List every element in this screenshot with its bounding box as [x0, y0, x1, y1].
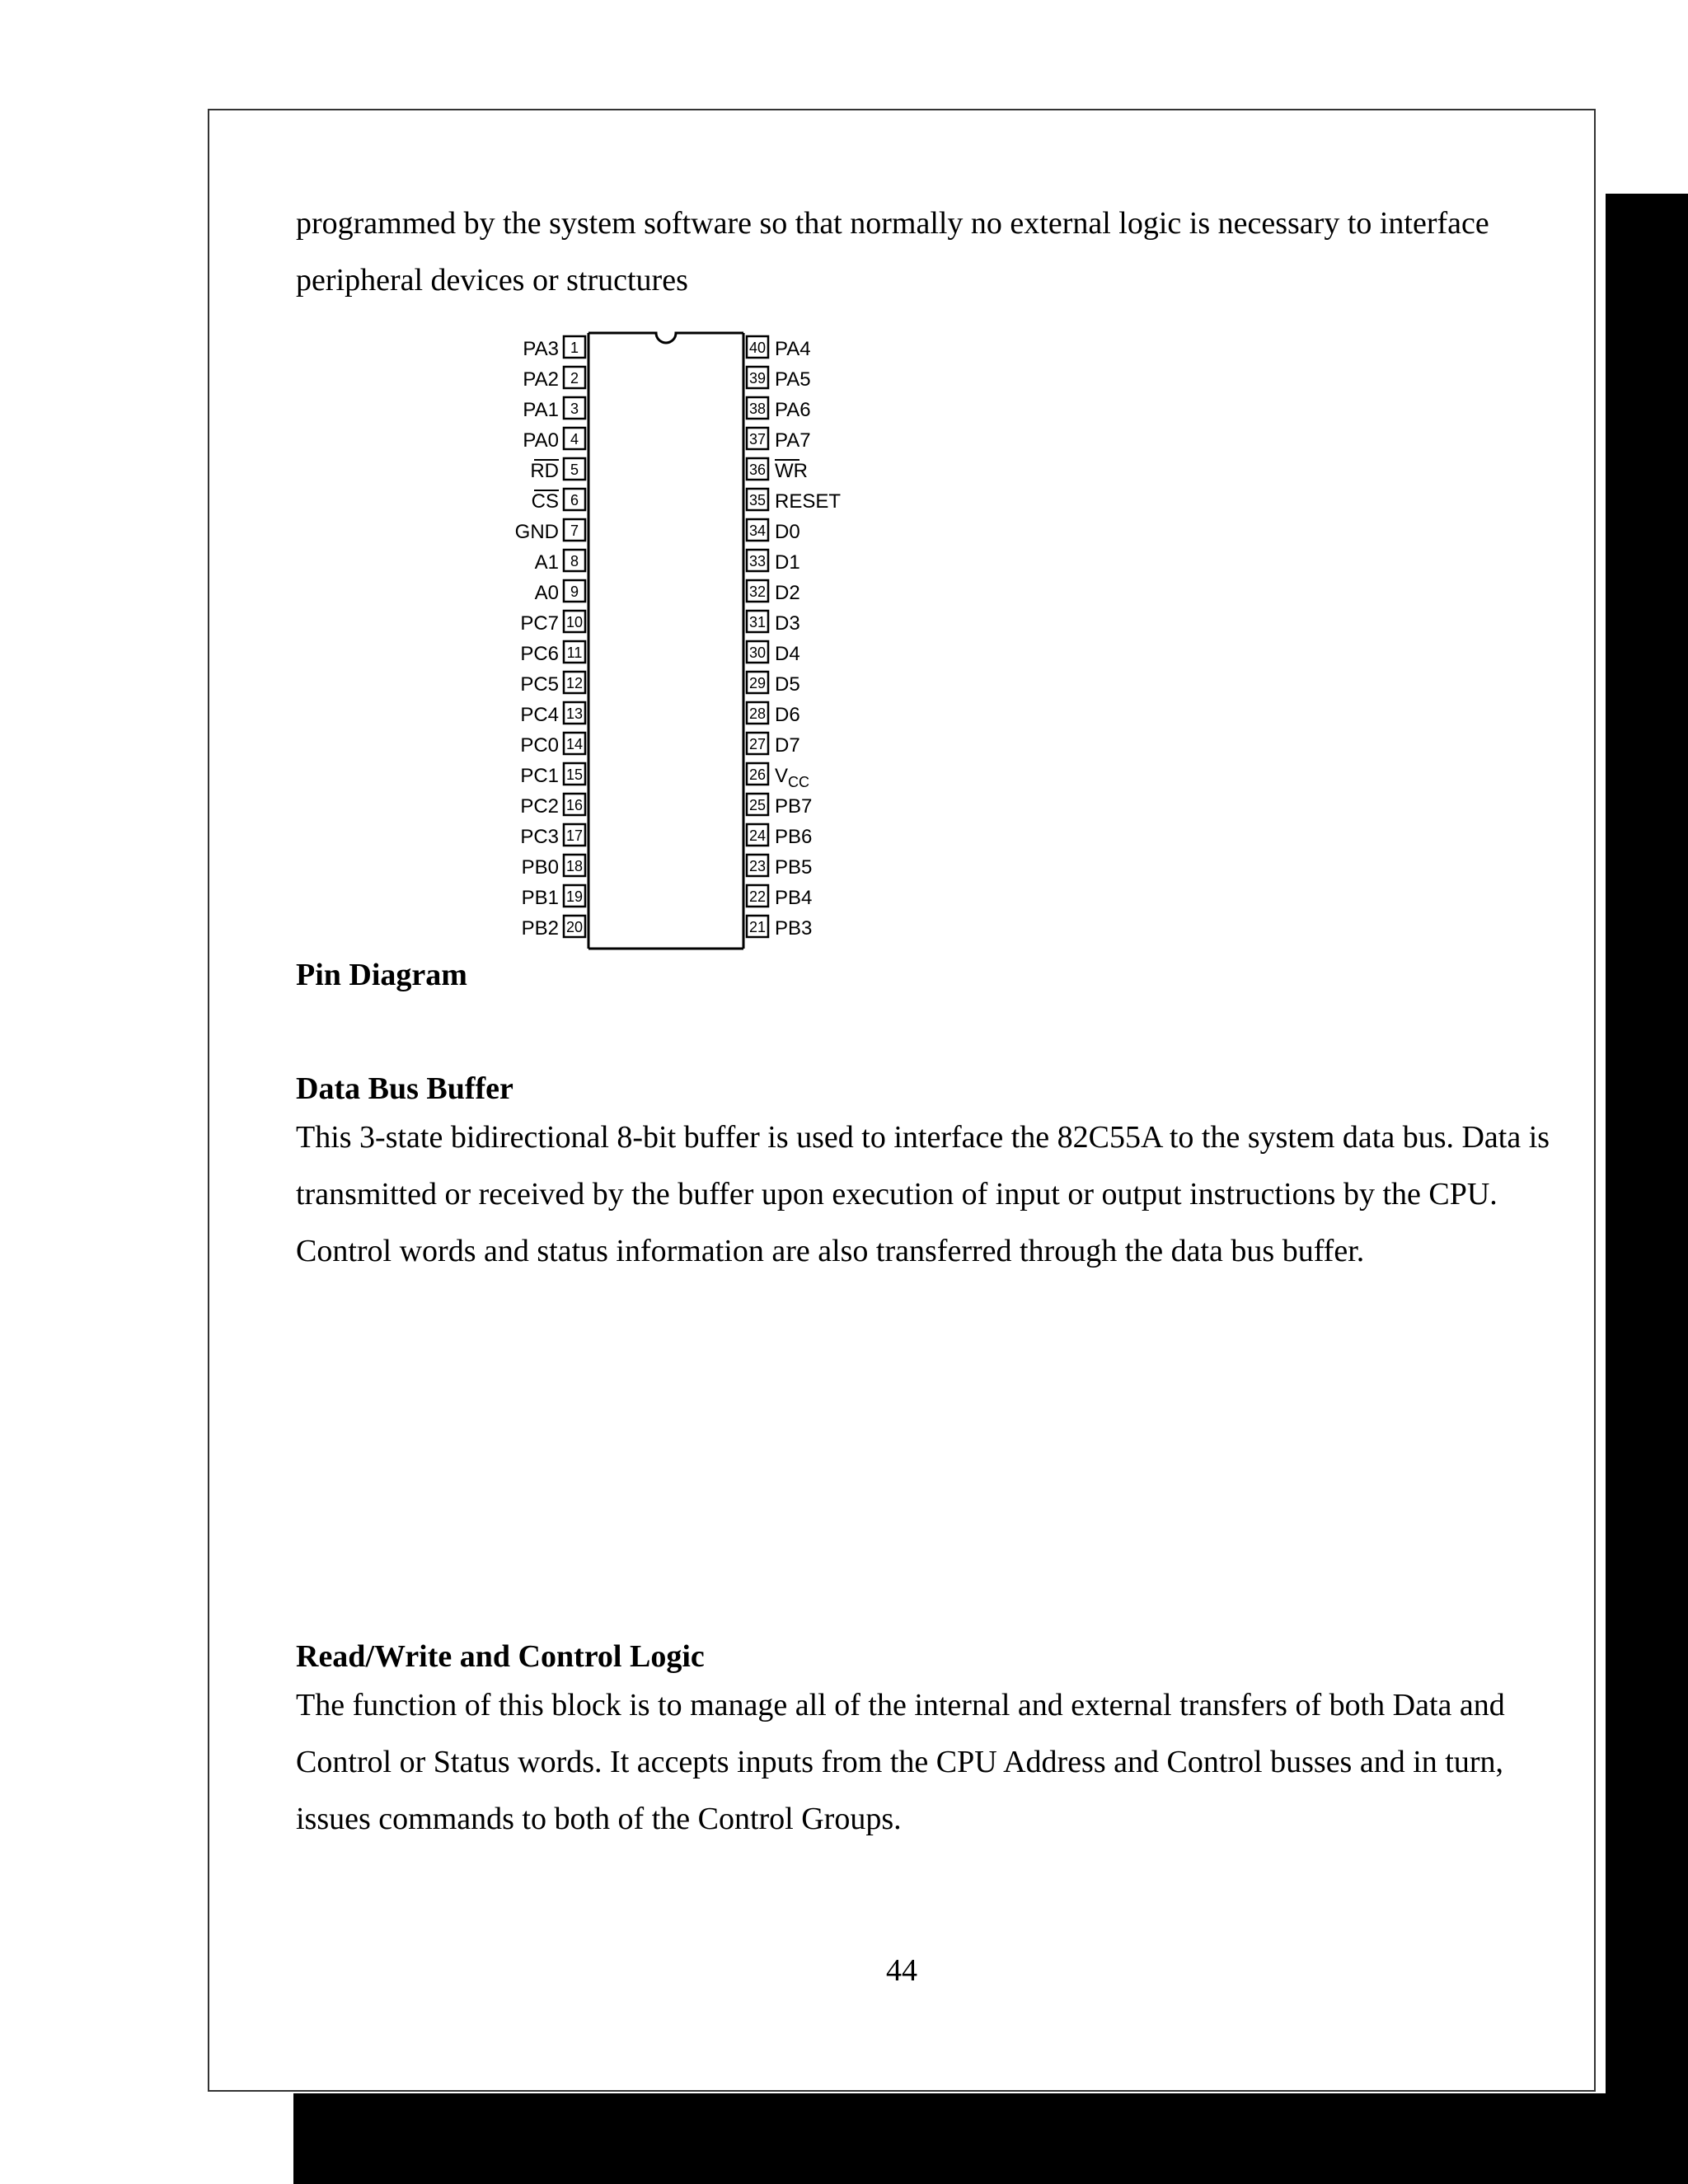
pin-32 [747, 580, 800, 604]
pin-number: 29 [748, 675, 767, 691]
pin-18 [522, 855, 585, 879]
pin-19 [522, 885, 585, 909]
pin-label: PB7 [775, 795, 813, 818]
pin-label: D5 [775, 673, 800, 696]
pin-label: D4 [775, 643, 800, 665]
pin-27 [747, 733, 800, 757]
pin-number: 17 [565, 827, 584, 844]
pin-37 [747, 428, 811, 452]
pin-30 [747, 641, 800, 665]
pin-label: D2 [775, 582, 800, 604]
pin-5 [530, 458, 585, 482]
pin-number: 34 [748, 523, 767, 539]
pin-diagram [514, 333, 984, 1075]
pin-number: 25 [748, 797, 767, 813]
pin-number: 31 [748, 614, 767, 630]
pin-label: D1 [775, 551, 800, 574]
pin-number: 37 [748, 431, 767, 448]
pin-label: PB4 [775, 887, 813, 909]
pin-label: PA3 [523, 338, 559, 360]
pin-24 [747, 824, 812, 848]
section-heading-read-write-control: Read/Write and Control Logic [296, 1639, 705, 1674]
pin-label: PA5 [775, 368, 811, 391]
pin-33 [747, 550, 800, 574]
pin-label: WR [775, 460, 808, 482]
pin-number: 28 [748, 705, 767, 722]
pin-number: 22 [748, 888, 767, 905]
pin-20 [522, 916, 585, 940]
pin-label: D7 [775, 734, 800, 757]
pin-2 [523, 367, 585, 391]
pin-number: 5 [570, 462, 579, 478]
pin-number: 38 [748, 401, 767, 417]
page-number: 44 [886, 1953, 917, 1988]
pin-label: A1 [534, 551, 559, 574]
pin-26 [747, 763, 809, 790]
pin-28 [747, 702, 800, 726]
pin-number: 11 [566, 644, 583, 661]
pin-number: 35 [748, 492, 767, 509]
pin-label: PB6 [775, 826, 813, 848]
pin-label: PA2 [523, 368, 559, 391]
pin-diagram-caption: Pin Diagram [296, 958, 467, 992]
pin-number: 26 [748, 766, 767, 783]
pin-17 [520, 824, 585, 848]
pin-number: 27 [748, 736, 767, 752]
pin-number: 33 [748, 553, 767, 569]
pin-label: GND [514, 521, 559, 543]
pin-label: PA4 [775, 338, 811, 360]
pin-number: 20 [565, 919, 584, 935]
pin-4 [523, 428, 585, 452]
pin-label: D0 [775, 521, 800, 543]
left-pin-column [515, 336, 585, 940]
pin-12 [520, 672, 585, 696]
pin-25 [747, 794, 812, 818]
pin-number: 9 [570, 583, 579, 600]
pin-label: CS [531, 490, 559, 513]
section-heading-data-bus-buffer: Data Bus Buffer [296, 1071, 513, 1106]
pin-number: 10 [565, 614, 584, 630]
pin-1 [523, 336, 585, 360]
intro-paragraph: programmed by the system software so that normally no external logic is necessary to interface peripheral devices or structures [296, 206, 1489, 298]
pin-15 [520, 763, 585, 787]
pin-label: PC7 [520, 612, 559, 635]
pin-13 [520, 702, 585, 726]
right-pin-column [747, 336, 841, 940]
pin-7 [515, 519, 585, 543]
page-shadow-right [1606, 194, 1688, 2184]
document-page [208, 109, 1596, 2092]
pin-number: 14 [565, 736, 584, 752]
pin-number: 12 [565, 675, 584, 691]
pin-number: 40 [748, 340, 767, 356]
pin-label: PC1 [520, 765, 559, 787]
pin-16 [520, 794, 585, 818]
pin-6 [532, 489, 585, 513]
page-shadow-bottom [293, 2093, 1688, 2184]
pin-11 [520, 641, 585, 665]
pin-number: 30 [748, 644, 767, 661]
pin-35 [747, 489, 841, 513]
pin-label: PC4 [520, 704, 559, 726]
pin-label: PA6 [775, 399, 811, 421]
pin-label-subscript: CC [788, 774, 810, 790]
pin-label: RD [530, 460, 559, 482]
pin-label: D3 [775, 612, 800, 635]
pin-number: 13 [565, 705, 584, 722]
pin-14 [520, 733, 585, 757]
pin-number: 1 [570, 340, 579, 356]
pin-3 [523, 397, 585, 421]
pin-39 [747, 367, 811, 391]
pin-label: $V_{CC}$ [775, 765, 810, 790]
pin-number: 16 [565, 797, 584, 813]
pin-number: 19 [565, 888, 584, 905]
pin-label: PC5 [520, 673, 559, 696]
section-body-data-bus-buffer: This 3-state bidirectional 8-bit buffer is used to interface the 82C55A to the system data bus. Data is transmitted or received by the buffer upon execution of input or output instructions by the CPU. Control words and status information are also transferred through the data bus buffer. [296, 1120, 1550, 1268]
pin-number: 39 [748, 370, 767, 387]
pin-36 [747, 458, 808, 482]
pin-22 [747, 885, 812, 909]
pin-31 [747, 611, 800, 635]
pin-number: 4 [570, 431, 579, 448]
pin-label: PB3 [775, 917, 813, 940]
pin-number: 21 [748, 919, 767, 935]
pin-number: 8 [570, 553, 579, 569]
pin-number: 18 [565, 858, 584, 874]
pin-23 [747, 855, 812, 879]
pin-number: 24 [748, 827, 767, 844]
pin-29 [747, 672, 800, 696]
pin-label: RESET [775, 490, 842, 513]
pin-38 [747, 397, 811, 421]
pin-label: PB1 [521, 887, 559, 909]
pin-number: 36 [748, 462, 767, 478]
pin-label: PC0 [520, 734, 559, 757]
pin-number: 2 [570, 370, 579, 387]
pin-9 [535, 580, 585, 604]
pin-number: 6 [570, 492, 579, 509]
pin-label: D6 [775, 704, 800, 726]
pin-label: PA1 [523, 399, 559, 421]
pin-label: PB0 [521, 856, 559, 879]
pin-label: PC3 [520, 826, 559, 848]
pin-10 [520, 611, 585, 635]
pin-40 [747, 336, 811, 360]
pin-34 [747, 519, 800, 543]
pin-number: 15 [565, 766, 584, 783]
pin-number: 23 [748, 858, 767, 874]
pin-label: PB2 [521, 917, 559, 940]
pin-label: PC6 [520, 643, 559, 665]
chip-notch [588, 333, 743, 343]
pin-8 [535, 550, 585, 574]
pin-label: PA7 [775, 429, 811, 452]
section-body-read-write-control: The function of this block is to manage all of the internal and external transfers of both Data and Control or Status words. It accepts inputs from the CPU Address and Control busses and in turn, issues commands to both of the Control Groups. [296, 1688, 1505, 1836]
pin-number: 3 [570, 401, 579, 417]
pin-label: PB5 [775, 856, 813, 879]
pin-number: 7 [570, 523, 579, 539]
pin-label: A0 [534, 582, 559, 604]
pin-label: PC2 [520, 795, 559, 818]
pin-number: 32 [748, 583, 767, 600]
pin-label: PA0 [523, 429, 559, 452]
pin-21 [747, 916, 812, 940]
